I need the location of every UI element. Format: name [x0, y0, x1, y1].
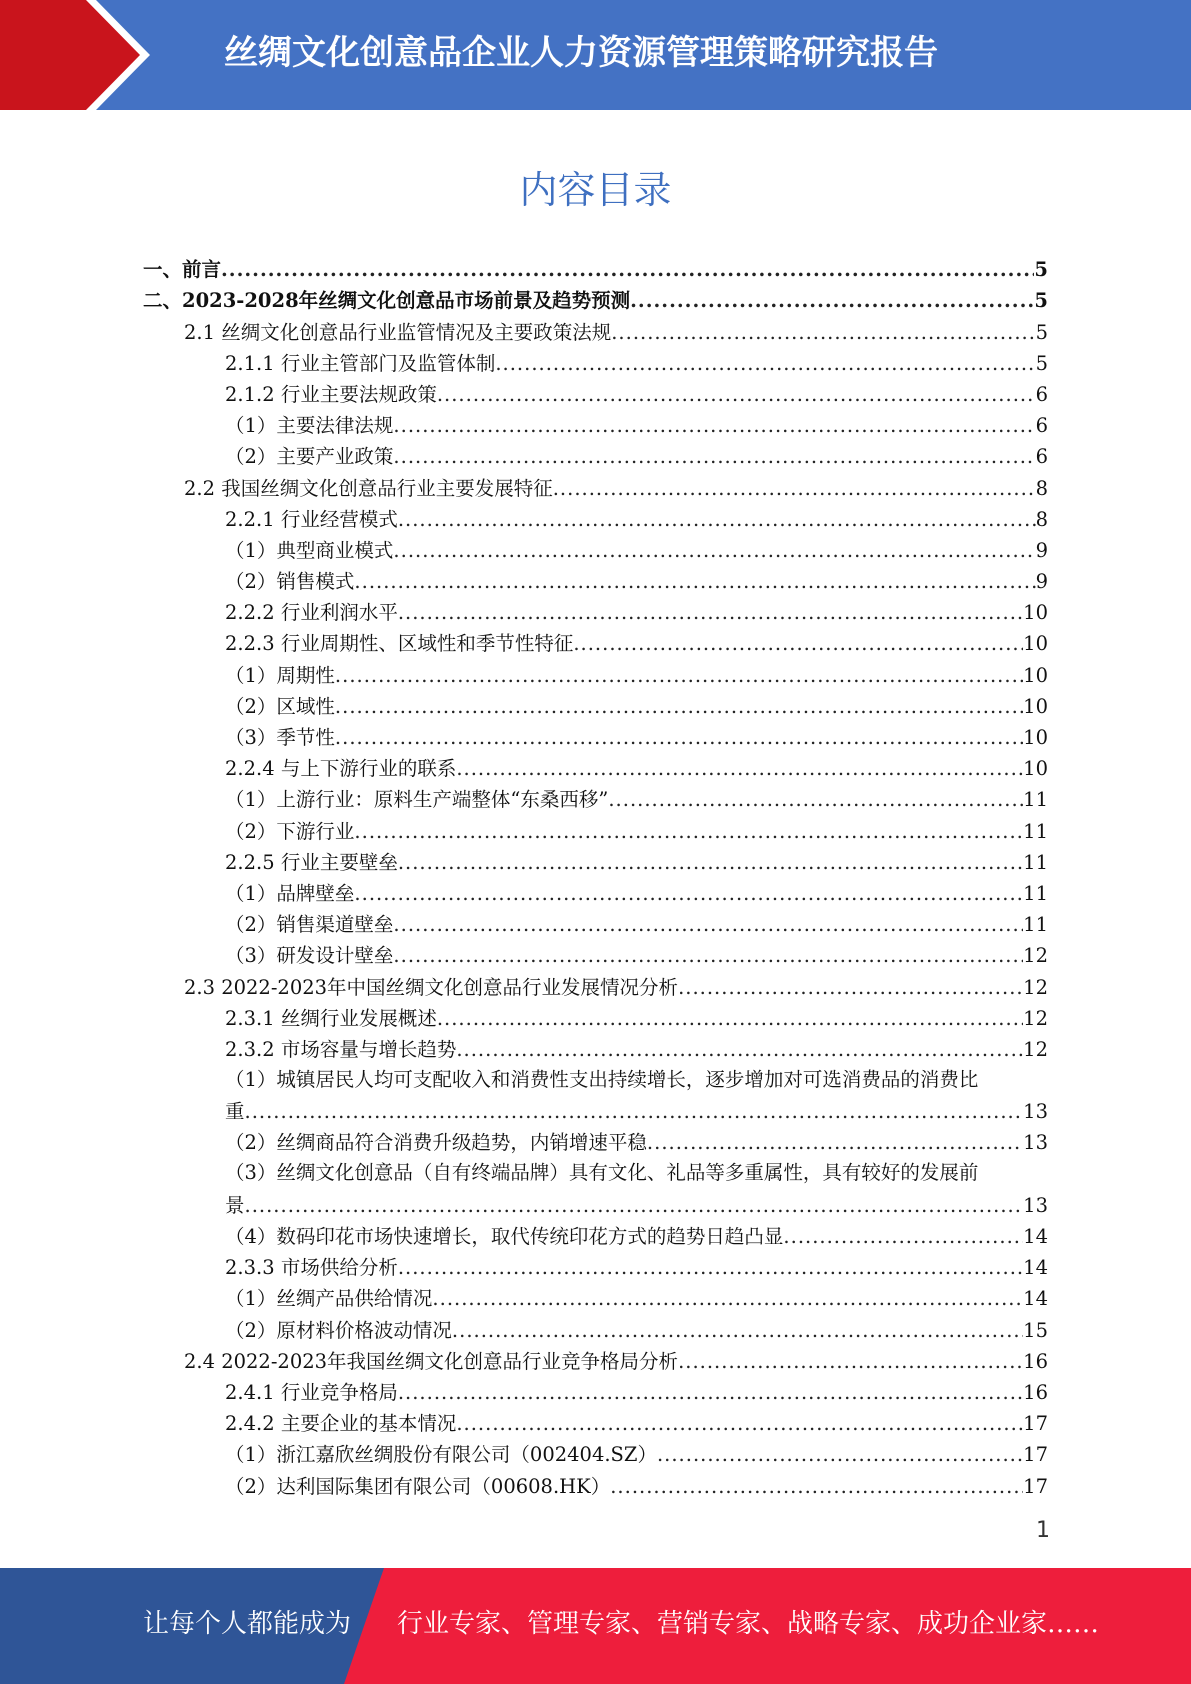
- toc-dot-leader: [456, 756, 1023, 782]
- toc-entry[interactable]: [0, 1127, 1191, 1158]
- toc-entry[interactable]: [0, 753, 1191, 784]
- toc-entry-page: 17: [1023, 1412, 1048, 1436]
- toc-dot-leader: [630, 288, 1034, 314]
- toc-dot-leader: [456, 1411, 1023, 1437]
- footer-slogan-left: 让每个人都能成为: [143, 1609, 352, 1639]
- toc-entry-page: 11: [1023, 819, 1048, 843]
- toc-entry-line: [225, 819, 1048, 845]
- toc-entry-page: 17: [1023, 1443, 1048, 1467]
- toc-entry-label: 2.4.1 行业竞争格局: [225, 1380, 398, 1404]
- toc-entry-page: 14: [1023, 1256, 1048, 1280]
- toc-entry[interactable]: [0, 472, 1191, 503]
- toc-entry-line: [225, 943, 1048, 969]
- toc-entry-label: （2）原材料价格波动情况: [225, 1318, 452, 1342]
- toc-entry-line: [225, 507, 1048, 533]
- toc-entry-label: （3）季节性: [225, 726, 335, 749]
- toc-entry[interactable]: [0, 815, 1191, 846]
- toc-entry-line: [225, 444, 1048, 470]
- toc-entry-label: （2）销售渠道壁垒: [225, 913, 394, 937]
- toc-entry-page: 11: [1023, 850, 1048, 874]
- toc-dot-leader: [678, 1349, 1023, 1375]
- toc-entry-label: 2.1 丝绸文化创意品行业监管情况及主要政策法规: [184, 320, 612, 344]
- toc-dot-leader: [452, 1318, 1023, 1344]
- toc-entry-line: [225, 1255, 1048, 1281]
- toc-entry-page: 8: [1035, 507, 1048, 531]
- toc-entry[interactable]: [0, 1065, 1191, 1127]
- toc-entry-page: 5: [1035, 320, 1048, 344]
- page-header: [0, 0, 1191, 110]
- toc-entry[interactable]: [0, 1377, 1191, 1408]
- toc-entry-label: （1）典型商业模式: [225, 538, 394, 562]
- toc-entry-page: 14: [1023, 1225, 1048, 1249]
- toc-entry-line: [225, 663, 1048, 689]
- toc-dot-leader: [398, 600, 1023, 626]
- toc-entry-label: 一、前言: [143, 258, 222, 282]
- toc-dot-leader: [608, 787, 1023, 813]
- toc-dot-leader: [437, 382, 1036, 408]
- toc-entry[interactable]: [0, 1221, 1191, 1252]
- toc-entry-page: 10: [1023, 726, 1048, 749]
- table-of-contents: [0, 254, 1191, 1502]
- toc-dot-leader: [393, 943, 1023, 969]
- toc-dot-leader: [335, 663, 1023, 689]
- toc-entry[interactable]: [0, 971, 1191, 1002]
- toc-entry-label: 2.4 2022-2023年我国丝绸文化创意品行业竞争格局分析: [184, 1349, 679, 1373]
- toc-entry-label: （2）主要产业政策: [225, 445, 394, 469]
- toc-dot-leader: [245, 1099, 1024, 1125]
- toc-entry-page: 9: [1035, 538, 1048, 562]
- toc-dot-leader: [647, 1130, 1023, 1156]
- toc-dot-leader: [221, 257, 1034, 283]
- toc-dot-leader: [398, 850, 1023, 876]
- toc-entry-page: 11: [1023, 881, 1048, 905]
- toc-entry-line: [225, 725, 1048, 751]
- toc-entry[interactable]: [0, 659, 1191, 690]
- toc-entry-line: [225, 694, 1048, 720]
- toc-entry-line: [225, 1474, 1048, 1500]
- toc-dot-leader: [398, 1255, 1023, 1281]
- toc-entry-label: （1）主要法律法规: [225, 414, 394, 438]
- toc-entry-label: 2.3 2022-2023年中国丝绸文化创意品行业发展情况分析: [184, 975, 679, 999]
- toc-entry-label: （4）数码印花市场快速增长，取代传统印花方式的趋势日趋凸显: [225, 1225, 784, 1249]
- toc-dot-leader: [393, 912, 1023, 938]
- toc-entry-page: 15: [1023, 1318, 1048, 1342]
- toc-entry-line: [225, 1442, 1048, 1468]
- toc-entry-line: [225, 1380, 1048, 1406]
- toc-dot-leader: [354, 819, 1023, 845]
- toc-entry-label: （3）丝绸文化创意品（自有终端品牌）具有文化、礼品等多重属性，具有较好的发展前: [225, 1161, 979, 1185]
- toc-entry-label: 重: [225, 1100, 245, 1124]
- toc-entry[interactable]: [0, 504, 1191, 535]
- toc-entry-line: [225, 538, 1048, 564]
- toc-entry-page: 8: [1035, 476, 1048, 500]
- toc-dot-leader: [393, 413, 1035, 439]
- toc-entry[interactable]: [0, 597, 1191, 628]
- toc-entry-line: [225, 1411, 1048, 1437]
- toc-entry-label: （2）丝绸商品符合消费升级趋势，内销增速平稳: [225, 1131, 647, 1155]
- toc-entry[interactable]: [0, 1158, 1191, 1220]
- toc-dot-leader: [611, 320, 1035, 346]
- toc-entry-line: [225, 1224, 1048, 1250]
- toc-entry[interactable]: [0, 722, 1191, 753]
- toc-entry-page: 13: [1023, 1193, 1048, 1217]
- toc-entry[interactable]: [0, 909, 1191, 940]
- toc-entry-line: [143, 257, 1048, 283]
- footer-slogan-right: 行业专家、管理专家、营销专家、战略专家、成功企业家……: [397, 1609, 1100, 1639]
- toc-entry[interactable]: [0, 566, 1191, 597]
- toc-entry-page: 6: [1035, 382, 1048, 406]
- toc-dot-leader: [354, 881, 1023, 907]
- toc-entry-page: 12: [1023, 944, 1048, 968]
- toc-entry-line: [225, 382, 1048, 408]
- toc-entry-label: （1）周期性: [225, 663, 335, 687]
- toc-dot-leader: [398, 507, 1036, 533]
- toc-entry-page: 13: [1023, 1131, 1048, 1155]
- toc-entry[interactable]: [0, 1252, 1191, 1283]
- toc-dot-leader: [657, 1442, 1023, 1468]
- toc-entry-label: 2.2.2 行业利润水平: [225, 601, 398, 625]
- toc-dot-leader: [437, 1006, 1023, 1032]
- toc-entry-label: （1）浙江嘉欣丝绸股份有限公司（002404.SZ）: [225, 1443, 657, 1467]
- toc-entry-line: [184, 476, 1048, 502]
- toc-entry-page: 10: [1023, 757, 1048, 781]
- toc-entry-line: [225, 1286, 1048, 1312]
- toc-entry[interactable]: [0, 940, 1191, 971]
- toc-entry[interactable]: [0, 628, 1191, 659]
- toc-entry-line: [225, 1318, 1048, 1344]
- toc-dot-leader: [393, 538, 1035, 564]
- toc-entry-label: （1）城镇居民人均可支配收入和消费性支出持续增长，逐步增加对可选消费品的消费比: [225, 1067, 979, 1091]
- toc-entry[interactable]: [0, 1408, 1191, 1439]
- toc-entry-page: 5: [1034, 289, 1048, 313]
- toc-entry-line: [225, 569, 1048, 595]
- toc-heading: 内容目录: [519, 168, 672, 212]
- toc-entry-line: [225, 1193, 1048, 1219]
- toc-entry[interactable]: [0, 410, 1191, 441]
- toc-dot-leader: [398, 1380, 1023, 1406]
- toc-entry[interactable]: [0, 878, 1191, 909]
- toc-entry-page: 10: [1023, 632, 1048, 656]
- toc-entry[interactable]: [0, 847, 1191, 878]
- toc-entry[interactable]: [0, 784, 1191, 815]
- toc-entry-label: （3）研发设计壁垒: [225, 944, 394, 968]
- toc-entry[interactable]: [0, 1346, 1191, 1377]
- toc-entry-page: 13: [1023, 1100, 1048, 1124]
- toc-entry-page: 5: [1035, 351, 1048, 375]
- toc-dot-leader: [335, 725, 1023, 751]
- toc-entry[interactable]: [0, 535, 1191, 566]
- toc-entry-page: 10: [1023, 694, 1048, 718]
- toc-entry-line: [184, 975, 1048, 1001]
- toc-entry-page: 16: [1023, 1349, 1048, 1373]
- toc-entry-line: [225, 756, 1048, 782]
- toc-entry[interactable]: [0, 1034, 1191, 1065]
- toc-entry-line: [225, 1037, 1048, 1063]
- toc-entry-line: [184, 1349, 1048, 1375]
- toc-entry[interactable]: [0, 1283, 1191, 1314]
- toc-entry[interactable]: [0, 441, 1191, 472]
- toc-entry-page: 6: [1035, 445, 1048, 469]
- toc-entry-page: 12: [1023, 1037, 1048, 1061]
- toc-entry[interactable]: [0, 379, 1191, 410]
- toc-entry-label: 2.3.2 市场容量与增长趋势: [225, 1037, 457, 1061]
- report-title: 丝绸文化创意品企业人力资源管理策略研究报告: [224, 33, 938, 73]
- toc-entry-line: [143, 288, 1048, 314]
- toc-entry-line: [225, 881, 1048, 907]
- toc-entry-label: 2.3.1 丝绸行业发展概述: [225, 1006, 437, 1030]
- toc-dot-leader: [495, 351, 1035, 377]
- toc-entry-page: 11: [1023, 788, 1048, 812]
- toc-entry-label: （1）上游行业：原料生产端整体“东桑西移”: [225, 788, 609, 812]
- toc-entry[interactable]: [0, 1314, 1191, 1345]
- toc-entry-label: 2.2.3 行业周期性、区域性和季节性特征: [225, 632, 574, 656]
- page-footer: [0, 1568, 1191, 1684]
- toc-entry[interactable]: [0, 348, 1191, 379]
- toc-entry-label: （2）下游行业: [225, 819, 355, 843]
- toc-entry-label: 景: [225, 1193, 245, 1217]
- toc-dot-leader: [783, 1224, 1023, 1250]
- toc-entry-line: [225, 600, 1048, 626]
- toc-entry-label: 2.2 我国丝绸文化创意品行业主要发展特征: [184, 476, 553, 500]
- toc-dot-leader: [393, 444, 1035, 470]
- toc-entry-line: [225, 912, 1048, 938]
- toc-entry[interactable]: [0, 316, 1191, 347]
- toc-entry-label: （2）销售模式: [225, 570, 355, 594]
- toc-entry-page: 9: [1035, 570, 1048, 594]
- toc-entry-label: 2.3.3 市场供给分析: [225, 1256, 398, 1280]
- toc-dot-leader: [245, 1193, 1024, 1219]
- toc-entry-label: （1）品牌壁垒: [225, 881, 355, 905]
- toc-entry-page: 11: [1023, 913, 1048, 937]
- toc-dot-leader: [573, 631, 1023, 657]
- toc-entry-line: [225, 1099, 1048, 1125]
- toc-entry-label: 2.4.2 主要企业的基本情况: [225, 1412, 457, 1436]
- toc-entry-page: 12: [1023, 1006, 1048, 1030]
- toc-entry-label: 二、2023-2028年丝绸文化创意品市场前景及趋势预测: [143, 289, 631, 313]
- toc-dot-leader: [678, 975, 1023, 1001]
- toc-entry[interactable]: [0, 691, 1191, 722]
- toc-entry-page: 14: [1023, 1287, 1048, 1311]
- toc-entry-label: （2）区域性: [225, 694, 335, 718]
- toc-entry-page: 12: [1023, 975, 1048, 999]
- toc-dot-leader: [432, 1286, 1023, 1312]
- toc-entry-line: [225, 850, 1048, 876]
- toc-dot-leader: [335, 694, 1023, 720]
- toc-entry-page: 6: [1035, 414, 1048, 438]
- toc-entry-page: 16: [1023, 1380, 1048, 1404]
- toc-entry-line: [225, 1130, 1048, 1156]
- toc-entry-page: 10: [1023, 601, 1048, 625]
- toc-entry[interactable]: [0, 1003, 1191, 1034]
- toc-entry-label: 2.2.5 行业主要壁垒: [225, 850, 398, 874]
- toc-entry-label: 2.1.1 行业主管部门及监管体制: [225, 351, 496, 375]
- toc-entry-line: [225, 351, 1048, 377]
- toc-entry-line: [225, 413, 1048, 439]
- toc-entry-label: 2.2.1 行业经营模式: [225, 507, 398, 531]
- toc-entry-line: [225, 787, 1048, 813]
- toc-dot-leader: [456, 1037, 1023, 1063]
- toc-entry-line: [225, 1006, 1048, 1032]
- toc-entry-label: 2.1.2 行业主要法规政策: [225, 382, 437, 406]
- toc-entry-page: 5: [1034, 258, 1048, 282]
- toc-entry[interactable]: [0, 1470, 1191, 1501]
- toc-entry-label: （2）达利国际集团有限公司（00608.HK）: [225, 1474, 611, 1498]
- toc-entry-page: 17: [1023, 1474, 1048, 1498]
- toc-entry[interactable]: [0, 285, 1191, 316]
- toc-entry-page: 10: [1023, 663, 1048, 687]
- toc-dot-leader: [610, 1474, 1023, 1500]
- toc-entry-line: [225, 631, 1048, 657]
- toc-entry[interactable]: [0, 254, 1191, 285]
- page-number: 1: [1036, 1518, 1050, 1543]
- toc-entry[interactable]: [0, 1439, 1191, 1470]
- toc-entry-label: 2.2.4 与上下游行业的联系: [225, 757, 457, 781]
- toc-dot-leader: [354, 569, 1035, 595]
- toc-entry-line: [184, 320, 1048, 346]
- toc-dot-leader: [553, 476, 1036, 502]
- toc-entry-label: （1）丝绸产品供给情况: [225, 1287, 433, 1311]
